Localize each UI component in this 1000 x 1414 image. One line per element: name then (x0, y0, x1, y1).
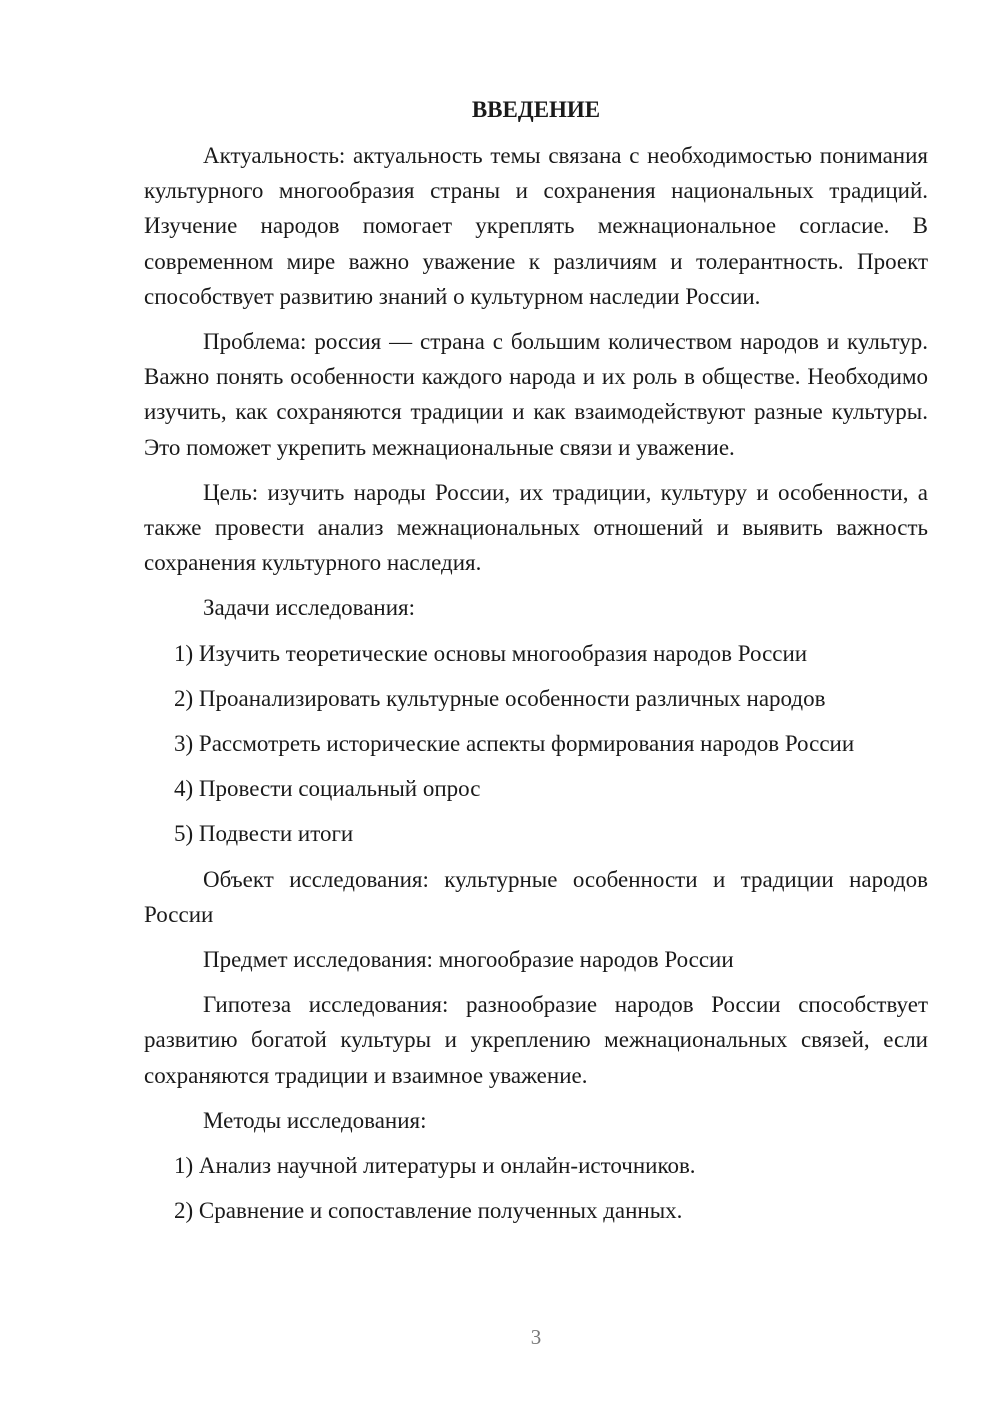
list-item: 2) Проанализировать культурные особенности различных народов (174, 685, 826, 711)
list-item: 4) Провести социальный опрос (174, 776, 481, 802)
subject-paragraph: Предмет исследования: многообразие народов России (203, 947, 734, 973)
object-paragraph: Объект исследования: культурные особенности и традиции народов России (144, 866, 928, 927)
problem-paragraph: Проблема: россия — страна с большим количеством народов и культур. Важно понять особенности каждого народа и их роль в обществе. Необходимо изучить, как сохраняются традиции и как взаимодействуют разные культуры. Это поможет укрепить межнациональные связи и уважение. (144, 329, 928, 460)
tasks-list (144, 636, 928, 852)
page-number: 3 (530, 1325, 542, 1349)
list-item: 1) Анализ научной литературы и онлайн-источников. (174, 1153, 696, 1179)
page-content (144, 90, 928, 1228)
actuality-paragraph: Актуальность: актуальность темы связана с необходимостью понимания культурного многообразия страны и сохранения национальных традиций. Изучение народов помогает укреплять межнациональное согласие. В современном мире важно уважение к различиям и толерантность. Проект способствует развитию знаний о культурном наследии России. (144, 143, 928, 309)
goal-paragraph: Цель: изучить народы России, их традиции, культуру и особенности, а также провести анализ межнациональных отношений и выявить важность сохранения культурного наследия. (144, 479, 928, 576)
methods-list (144, 1148, 928, 1228)
list-item: 1) Изучить теоретические основы многообразия народов России (174, 640, 808, 666)
hypothesis-paragraph: Гипотеза исследования: разнообразие народов России способствует развитию богатой культуры и укреплению межнациональных связей, если сохраняются традиции и взаимное уважение. (144, 992, 928, 1088)
tasks-heading: Задачи исследования: (203, 595, 416, 621)
list-item: 2) Сравнение и сопоставление полученных данных. (174, 1198, 683, 1224)
list-item: 3) Рассмотреть исторические аспекты формирования народов России (174, 731, 855, 757)
methods-heading: Методы исследования: (203, 1107, 427, 1133)
section-title: ВВЕДЕНИЕ (471, 97, 601, 122)
list-item: 5) Подвести итоги (174, 821, 354, 847)
